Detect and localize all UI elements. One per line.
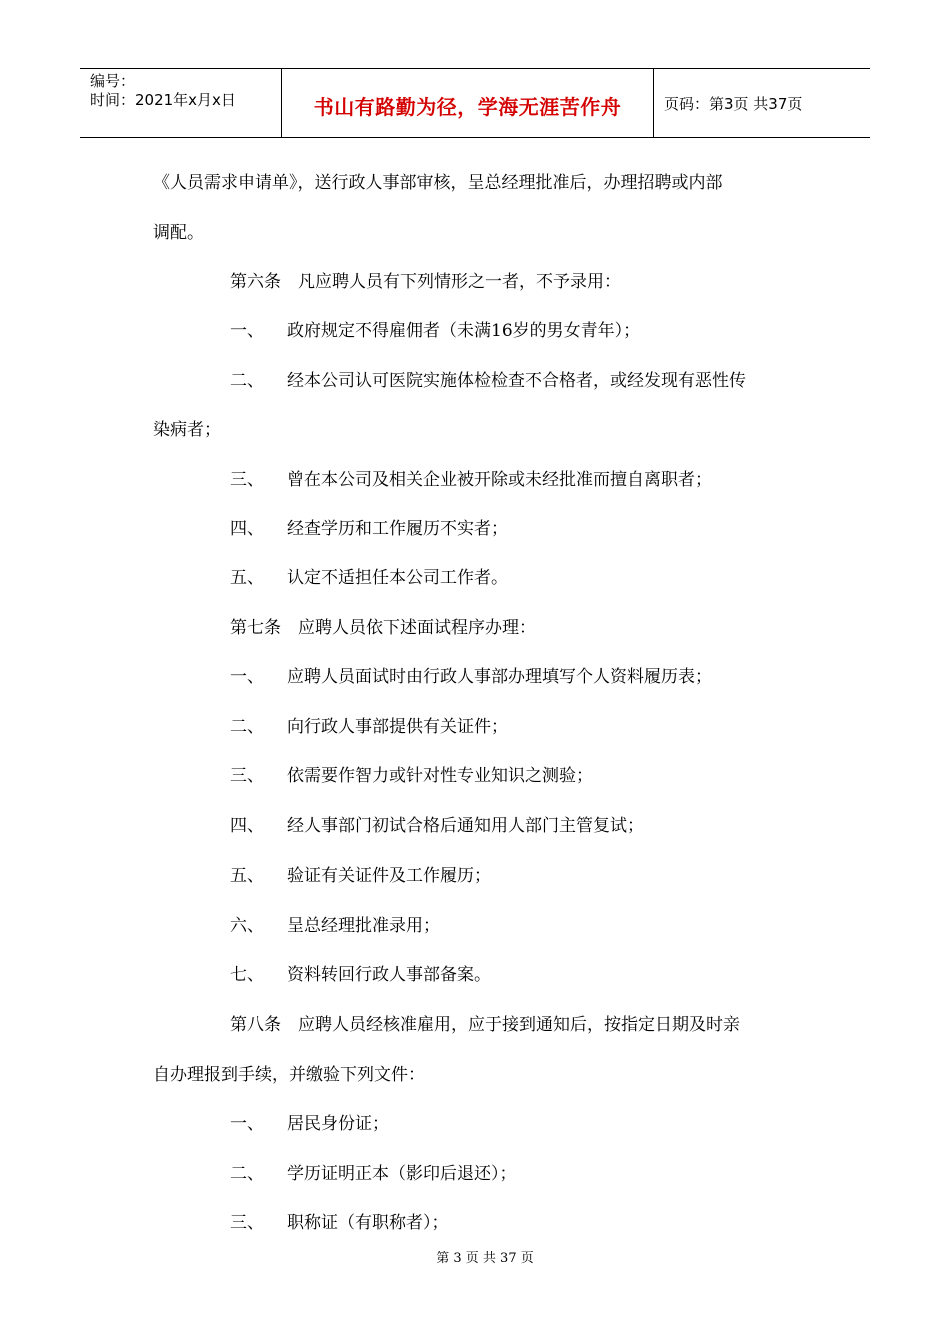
list-item: 五、 验证有关证件及工作履历； (230, 866, 491, 886)
list-item: 三、 曾在本公司及相关企业被开除或未经批准而擅自离职者； (230, 470, 712, 490)
list-item: 三、 职称证（有职称者）； (230, 1213, 449, 1233)
list-item: 七、 资料转回行政人事部备案。 (230, 965, 491, 985)
list-item: 一、 应聘人员面试时由行政人事部办理填写个人资料履历表； (230, 667, 712, 687)
list-item: 四、 经查学历和工作履历不实者； (230, 519, 508, 539)
list-item: 四、 经人事部门初试合格后通知用人部门主管复试； (230, 816, 644, 836)
header-meta (80, 69, 282, 137)
header-page-info: 页码：第3页 共37页 (664, 94, 803, 113)
list-item: 一、 政府规定不得雇佣者（未满16岁的男女青年）； (230, 321, 641, 341)
body-line: 《人员需求申请单》，送行政人事部审核，呈总经理批准后，办理招聘或内部 (153, 173, 723, 193)
document-date-label: 时间：2021年x月x日 (90, 91, 236, 109)
list-item: 二、 向行政人事部提供有关证件； (230, 717, 508, 737)
body-line: 调配。 (153, 223, 204, 243)
body-line: 染病者； (153, 420, 221, 440)
article-heading: 第八条 应聘人员经核准雇用，应于接到通知后，按指定日期及时亲 (230, 1015, 740, 1035)
page-header (80, 68, 870, 138)
list-item: 二、 学历证明正本（影印后退还）； (230, 1164, 517, 1184)
header-page-info-cell (654, 69, 870, 137)
list-item: 三、 依需要作智力或针对性专业知识之测验； (230, 766, 593, 786)
list-item: 五、 认定不适担任本公司工作者。 (230, 568, 508, 588)
page-footer (0, 1247, 950, 1266)
list-item: 二、 经本公司认可医院实施体检检查不合格者，或经发现有恶性传 (230, 371, 746, 391)
header-motto: 书山有路勤为径，学海无涯苦作舟 (313, 94, 622, 119)
list-item: 六、 呈总经理批准录用； (230, 916, 440, 936)
footer-page-number: 第 3 页 共 37 页 (436, 1251, 534, 1266)
header-motto-cell (282, 69, 654, 137)
article-heading: 第六条 凡应聘人员有下列情形之一者，不予录用： (230, 272, 621, 292)
document-number-label: 编号： (90, 72, 136, 90)
list-item: 一、 居民身份证； (230, 1114, 389, 1134)
article-heading: 第七条 应聘人员依下述面试程序办理： (230, 618, 536, 638)
body-line: 自办理报到手续，并缴验下列文件： (153, 1065, 425, 1085)
